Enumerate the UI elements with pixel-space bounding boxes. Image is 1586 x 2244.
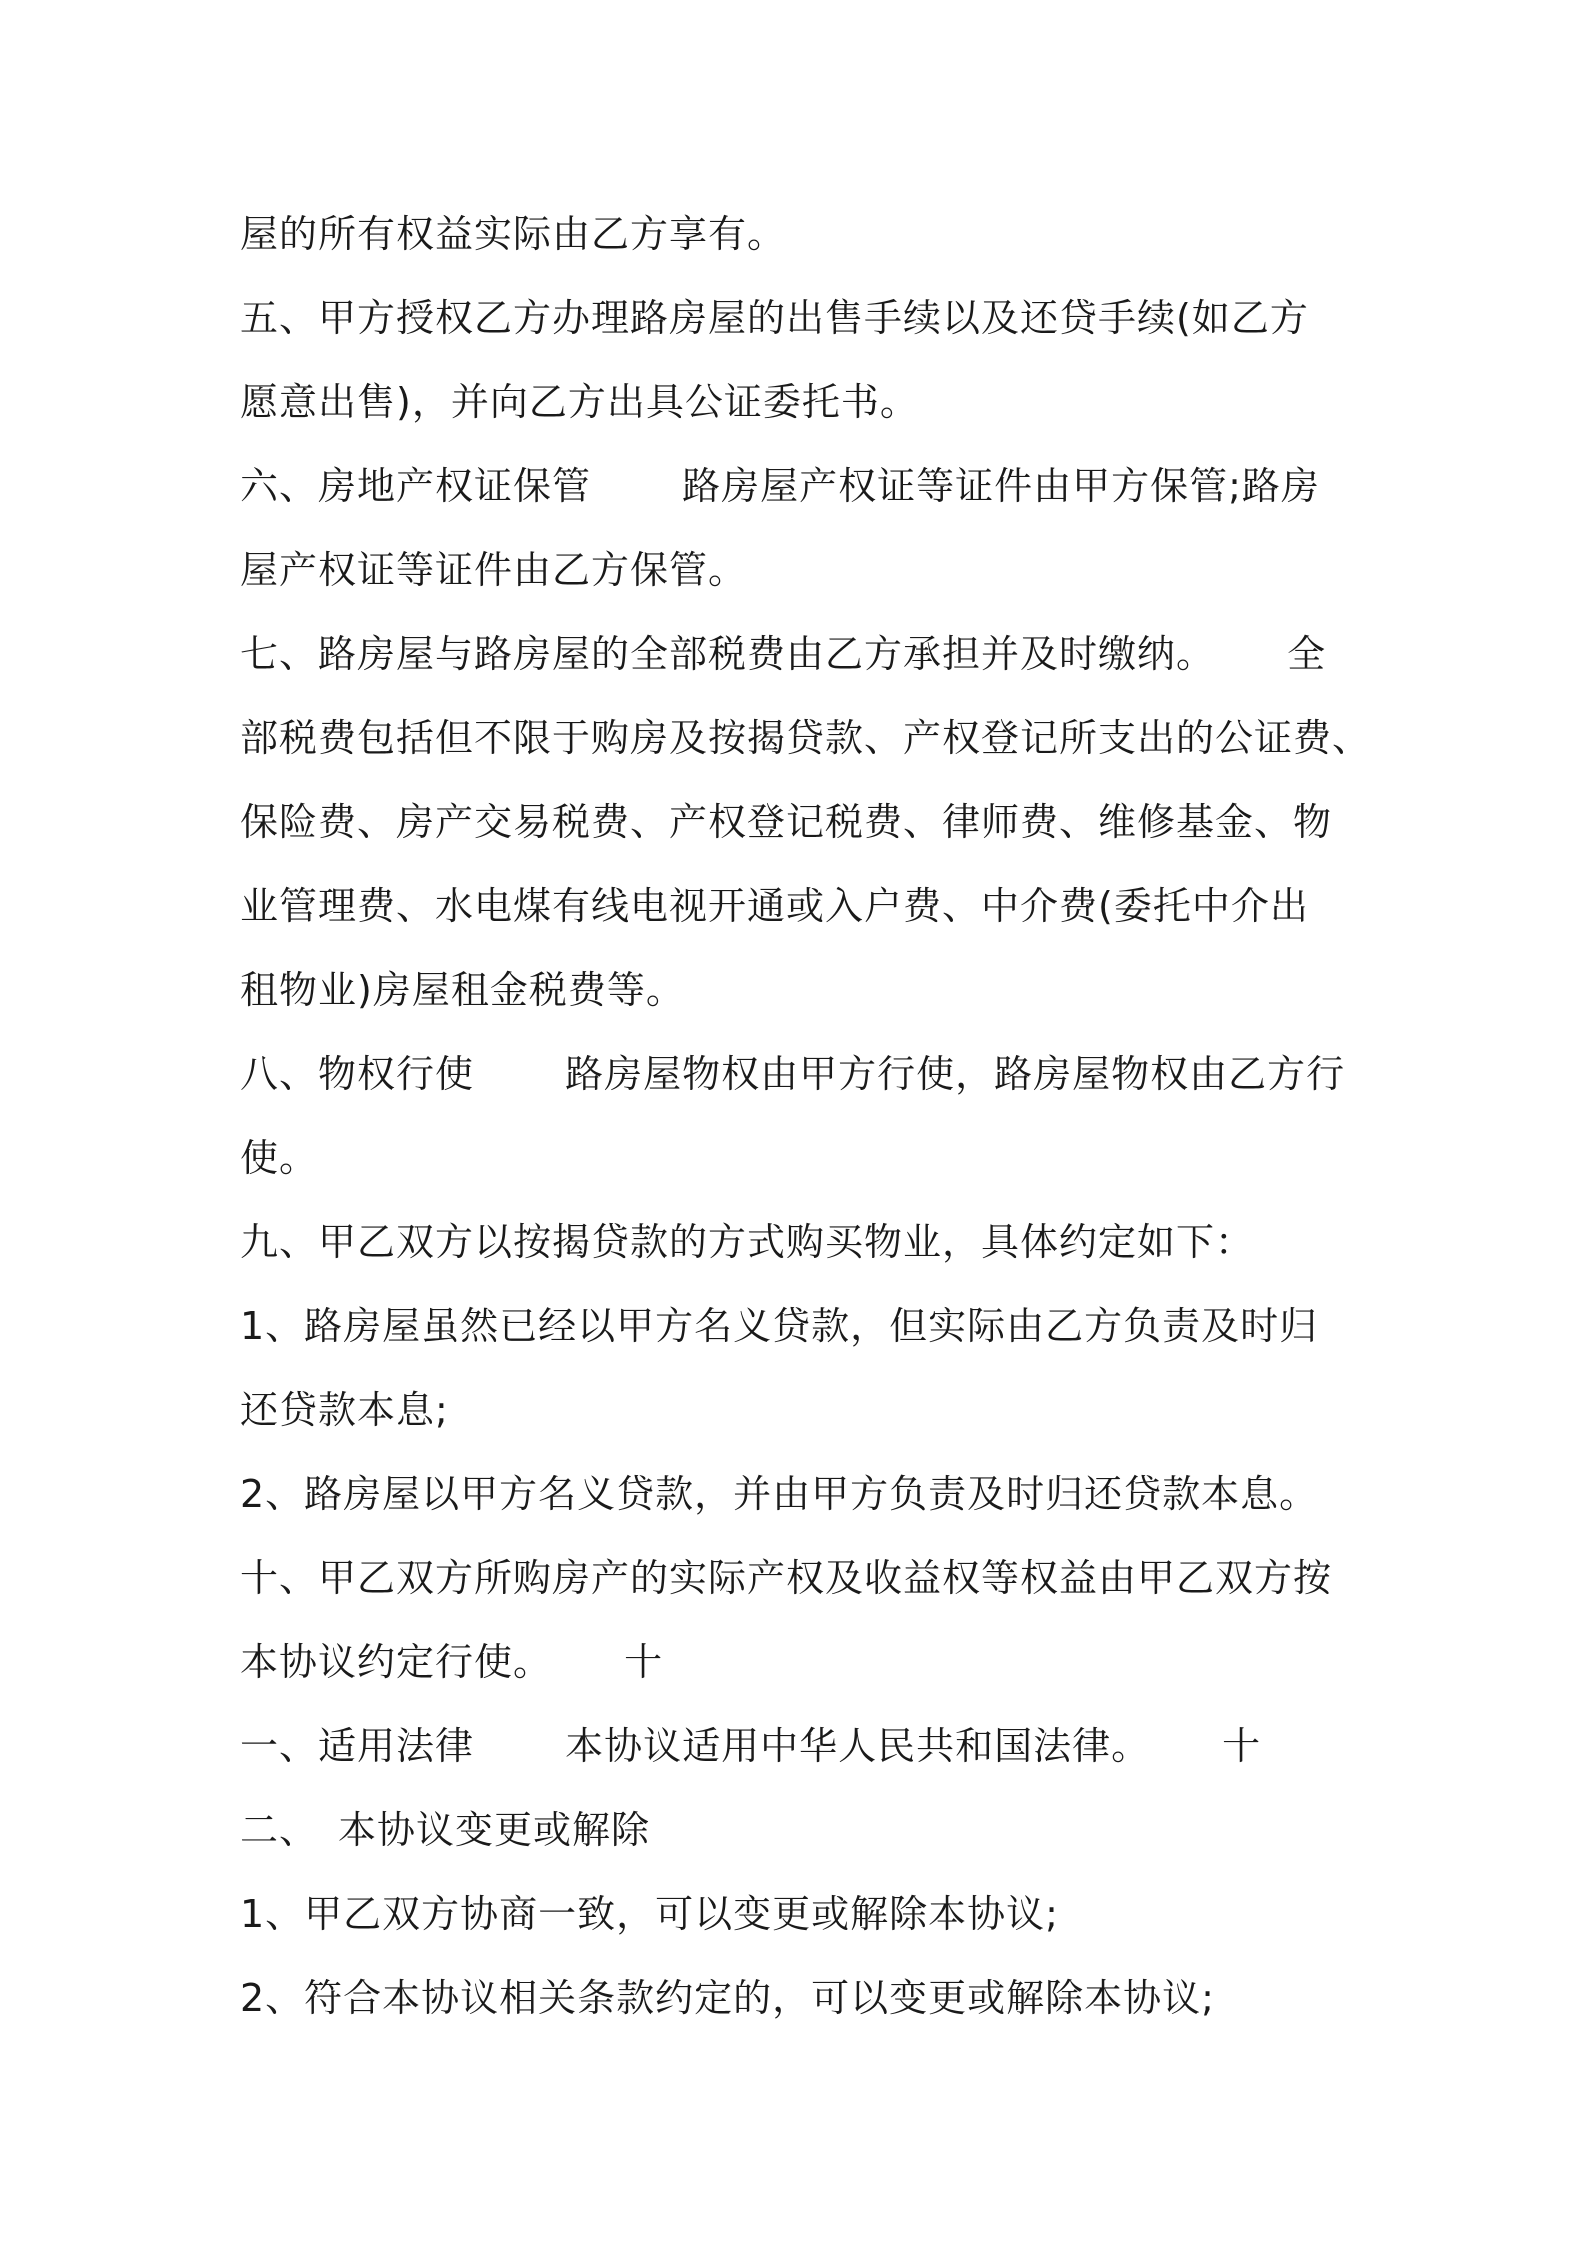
text-line: 屋的所有权益实际由乙方享有。: [240, 212, 787, 256]
text-line: 八、物权行使 路房屋物权由甲方行使，路房屋物权由乙方行: [240, 1052, 1346, 1096]
text-line: 屋产权证等证件由乙方保管。: [240, 548, 748, 592]
text-line: 使。: [240, 1136, 319, 1180]
text-line: 1、路房屋虽然已经以甲方名义贷款，但实际由乙方负责及时归: [240, 1304, 1319, 1348]
text-line: 租物业)房屋租金税费等。: [240, 968, 685, 1012]
document-body: [240, 192, 1390, 2040]
text-line: 一、适用法律 本协议适用中华人民共和国法律。 十: [240, 1724, 1262, 1768]
text-line: 七、路房屋与路房屋的全部税费由乙方承担并及时缴纳。 全: [240, 632, 1327, 676]
text-line: 愿意出售)，并向乙方出具公证委托书。: [240, 380, 919, 424]
text-line: 保险费、房产交易税费、产权登记税费、律师费、维修基金、物: [240, 800, 1333, 844]
text-line: 1、甲乙双方协商一致，可以变更或解除本协议;: [240, 1892, 1059, 1936]
text-line: 2、路房屋以甲方名义贷款，并由甲方负责及时归还贷款本息。: [240, 1472, 1319, 1516]
text-line: 本协议约定行使。 十: [240, 1640, 664, 1684]
text-line: 十、甲乙双方所购房产的实际产权及收益权等权益由甲乙双方按: [240, 1556, 1333, 1600]
text-line: 六、房地产权证保管 路房屋产权证等证件由甲方保管;路房: [240, 464, 1320, 508]
text-line: 2、符合本协议相关条款约定的，可以变更或解除本协议;: [240, 1976, 1215, 2020]
text-line: 九、甲乙双方以按揭贷款的方式购买物业，具体约定如下：: [240, 1220, 1255, 1264]
text-line: 五、甲方授权乙方办理路房屋的出售手续以及还贷手续(如乙方: [240, 296, 1309, 340]
text-line: 还贷款本息;: [240, 1388, 449, 1432]
text-line: 二、 本协议变更或解除: [240, 1808, 651, 1852]
text-line: 业管理费、水电煤有线电视开通或入户费、中介费(委托中介出: [240, 884, 1309, 928]
text-line: 部税费包括但不限于购房及按揭贷款、产权登记所支出的公证费、: [240, 716, 1372, 760]
